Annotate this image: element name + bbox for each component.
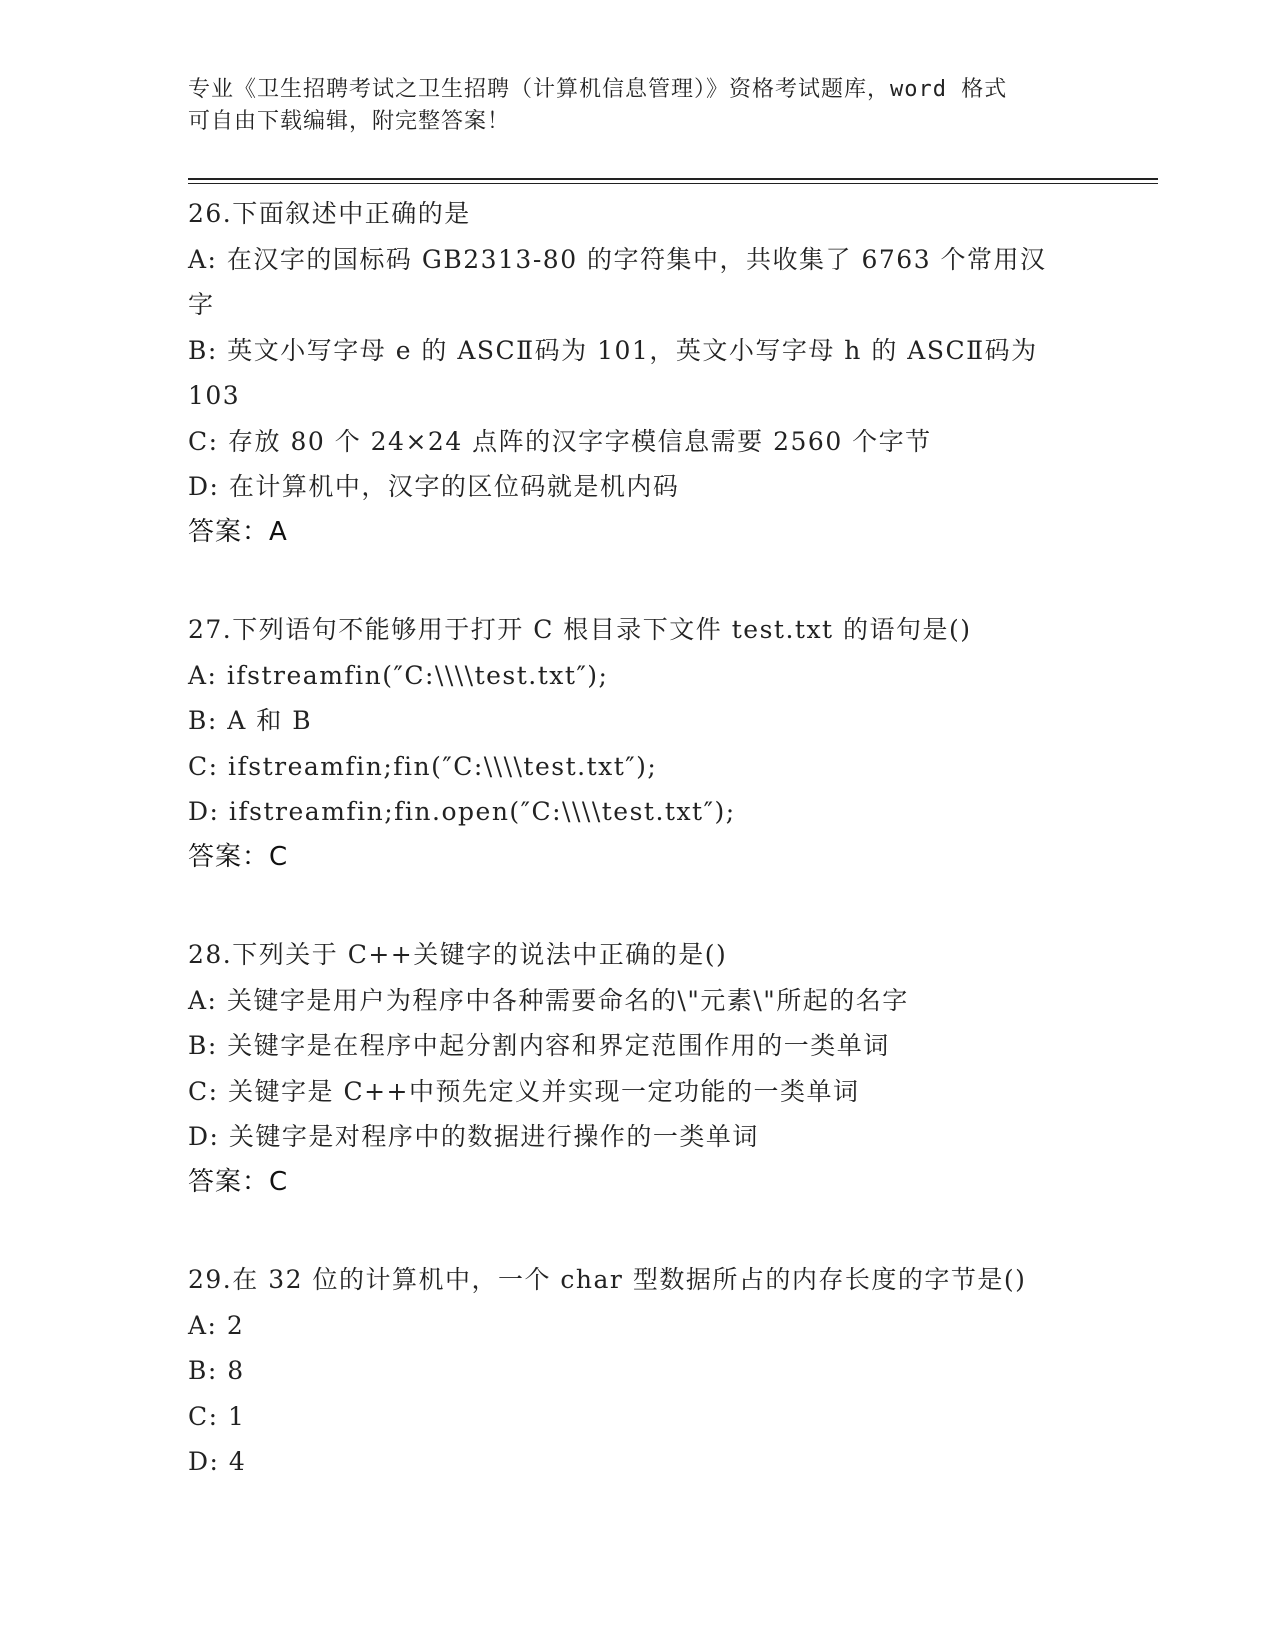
option-d: D: 关键字是对程序中的数据进行操作的一类单词 bbox=[188, 1122, 759, 1151]
option-c: C: 1 bbox=[188, 1401, 246, 1431]
option-c: C: 存放 80 个 24×24 点阵的汉字字模信息需要 2560 个字节 bbox=[188, 426, 932, 456]
question-26 bbox=[188, 191, 1088, 555]
option-b: B: 英文小写字母 e 的 ASCⅡ码为 101，英文小写字母 h 的 ASCⅡ码为 103 bbox=[188, 335, 1038, 410]
question-27 bbox=[188, 607, 1088, 880]
question-list bbox=[188, 191, 1088, 1537]
header-line: 可自由下载编辑，附完整答案！ bbox=[188, 109, 511, 134]
question-stem: 29.在 32 位的计算机中，一个 char 型数据所占的内存长度的字节是() bbox=[188, 1265, 1027, 1294]
option-b: B: 关键字是在程序中起分割内容和界定范围作用的一类单词 bbox=[188, 1031, 890, 1060]
header-divider bbox=[188, 178, 1158, 180]
option-d: D: 在计算机中，汉字的区位码就是机内码 bbox=[188, 472, 680, 501]
question-28 bbox=[188, 932, 1088, 1205]
answer-label: 答案：A bbox=[188, 516, 288, 547]
option-c: C: ifstreamfin;fin(″C:\\\\test.txt″); bbox=[188, 751, 658, 781]
option-d: D: ifstreamfin;fin.open(″C:\\\\test.txt″); bbox=[188, 797, 736, 826]
option-b: B: A 和 B bbox=[188, 706, 313, 735]
question-stem: 28.下列关于 C++关键字的说法中正确的是() bbox=[188, 940, 728, 969]
answer-label: 答案：C bbox=[188, 1166, 289, 1197]
question-stem: 27.下列语句不能够用于打开 C 根目录下文件 test.txt 的语句是() bbox=[188, 615, 972, 644]
option-a: A: ifstreamfin(″C:\\\\test.txt″); bbox=[188, 660, 609, 690]
option-b: B: 8 bbox=[188, 1356, 245, 1385]
question-stem: 26.下面叙述中正确的是 bbox=[188, 199, 471, 228]
header-line: 专业《卫生招聘考试之卫生招聘（计算机信息管理）》资格考试题库，word 格式 bbox=[188, 77, 1008, 102]
option-a: A: 2 bbox=[188, 1310, 245, 1340]
option-a: A: 在汉字的国标码 GB2313-80 的字符集中，共收集了 6763 个常用汉字 bbox=[188, 244, 1047, 319]
option-d: D: 4 bbox=[188, 1447, 247, 1476]
answer-label: 答案：C bbox=[188, 841, 289, 872]
option-c: C: 关键字是 C++中预先定义并实现一定功能的一类单词 bbox=[188, 1076, 860, 1106]
header-divider bbox=[188, 183, 1158, 184]
option-a: A: 关键字是用户为程序中各种需要命名的\"元素\"所起的名字 bbox=[188, 985, 909, 1015]
document-header bbox=[188, 74, 1088, 138]
question-29 bbox=[188, 1257, 1088, 1485]
